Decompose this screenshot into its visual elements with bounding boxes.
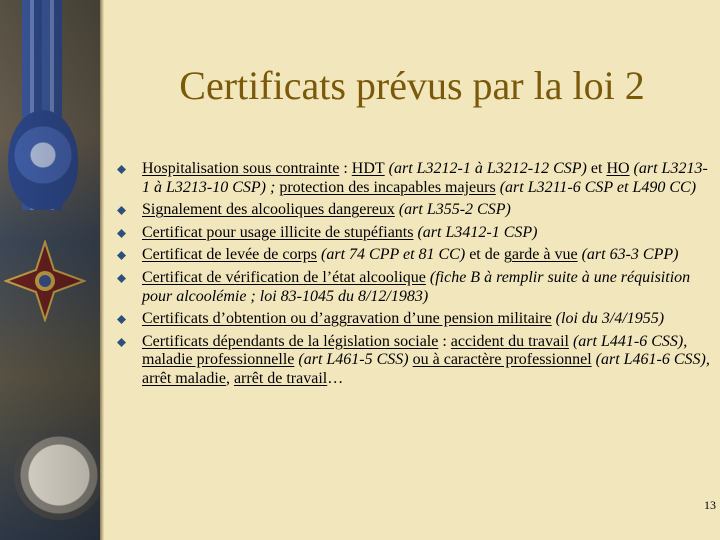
underlined-term: maladie professionnelle bbox=[142, 351, 295, 369]
underlined-term: arrêt de travail bbox=[233, 369, 328, 387]
legal-reference: (art 63-3 CPP) bbox=[577, 246, 679, 264]
legal-reference: (art L441-6 CSS), bbox=[568, 332, 688, 350]
slide-content bbox=[117, 160, 713, 393]
underlined-term: HDT bbox=[351, 160, 385, 177]
legal-reference: (loi du 3/4/1955) bbox=[551, 310, 665, 328]
text-segment: et bbox=[590, 160, 607, 177]
legal-reference: (fiche B à remplir suite à une réquisition pour alcoolémie ; loi 83-1045 du 8/12/1983) bbox=[142, 268, 691, 305]
diamond-bullet-icon bbox=[117, 229, 126, 238]
legal-reference: (art L3213-1 à L3213-10 CSP) ; bbox=[142, 160, 708, 196]
bullet-item bbox=[117, 310, 713, 329]
bullet-item bbox=[117, 269, 713, 306]
diamond-bullet-icon bbox=[117, 274, 126, 283]
underlined-term: Certificat de vérification de l’état alcoolique bbox=[142, 268, 426, 286]
legal-reference: (art L355-2 CSP) bbox=[394, 201, 511, 219]
text-segment: : bbox=[438, 332, 451, 350]
underlined-term: Signalement des alcooliques dangereux bbox=[142, 201, 395, 219]
legal-reference: (art L3412-1 CSP) bbox=[413, 223, 538, 241]
underlined-term: Certificat de levée de corps bbox=[142, 246, 318, 264]
underlined-term: ou à caractère professionnel bbox=[412, 351, 592, 369]
legal-reference: (art L3212-1 à L3212-12 CSP) bbox=[384, 160, 591, 177]
underlined-term: Hospitalisation sous contrainte bbox=[142, 160, 340, 177]
legal-reference: (art L3211-6 CSP et L490 CC) bbox=[495, 178, 697, 196]
decorative-medal-image bbox=[0, 0, 100, 540]
diamond-bullet-icon bbox=[117, 165, 126, 174]
underlined-term: Certificats dépendants de la législation sociale bbox=[142, 332, 439, 350]
text-segment: et de bbox=[469, 246, 504, 264]
bullet-item bbox=[117, 201, 713, 220]
text-segment: … bbox=[327, 369, 344, 387]
legal-reference: (art L461-5 CSS) bbox=[294, 351, 413, 369]
bullet-item bbox=[117, 333, 713, 389]
bullet-list bbox=[117, 160, 713, 389]
underlined-term: Certificat pour usage illicite de stupéfiants bbox=[142, 223, 414, 241]
underlined-term: garde à vue bbox=[503, 246, 578, 264]
legal-reference: (art L461-6 CSS), bbox=[591, 351, 710, 369]
diamond-bullet-icon bbox=[117, 338, 126, 347]
legal-reference: (art 74 CPP et 81 CC) bbox=[317, 246, 470, 264]
text-segment: , bbox=[225, 369, 234, 387]
underlined-term: arrêt maladie bbox=[142, 369, 226, 387]
underlined-term: protection des incapables majeurs bbox=[279, 178, 496, 196]
page-number: 13 bbox=[704, 498, 716, 512]
underlined-term: HO bbox=[606, 160, 630, 177]
underlined-term: Certificats d’obtention ou d’aggravation d’une pension militaire bbox=[142, 310, 552, 328]
underlined-term: accident du travail bbox=[450, 332, 569, 350]
bullet-item bbox=[117, 246, 713, 265]
diamond-bullet-icon bbox=[117, 206, 126, 215]
bullet-item bbox=[117, 160, 713, 197]
bullet-item bbox=[117, 224, 713, 243]
diamond-bullet-icon bbox=[117, 315, 126, 324]
text-segment: : bbox=[339, 160, 352, 177]
diamond-bullet-icon bbox=[117, 251, 126, 260]
slide-title: Certificats prévus par la loi 2 bbox=[179, 63, 645, 108]
